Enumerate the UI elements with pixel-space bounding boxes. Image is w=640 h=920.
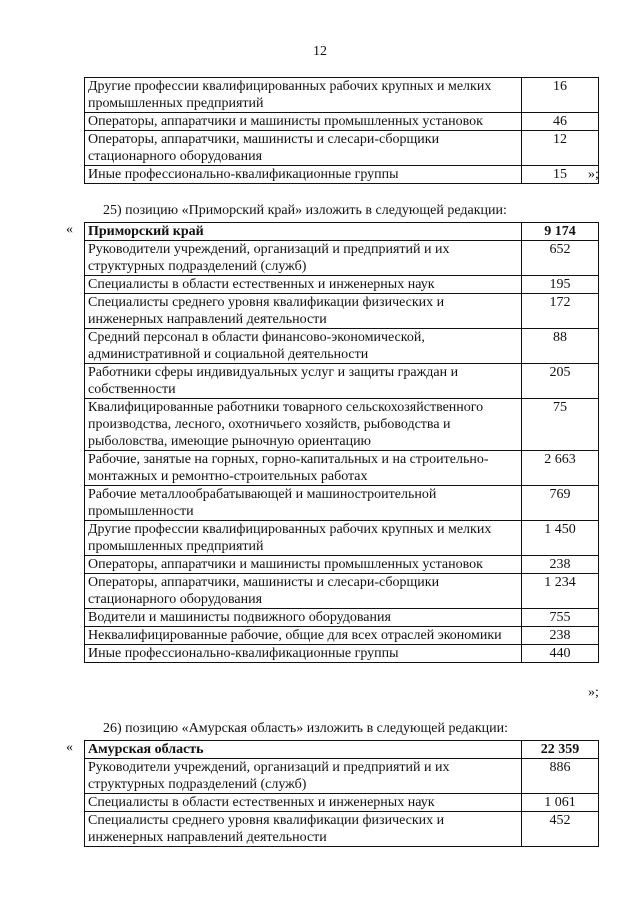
- occupation-group-label: Специалисты в области естественных и инженерных наук: [85, 794, 522, 812]
- region-name: Приморский край: [85, 223, 522, 241]
- occupation-group-label: Другие профессии квалифицированных рабочих крупных и мелких промышленных предприятий: [85, 521, 522, 556]
- occupation-group-value: 452: [522, 812, 599, 847]
- occupation-group-value: 886: [522, 759, 599, 794]
- table-row: [85, 521, 599, 556]
- table-row: [85, 812, 599, 847]
- occupation-group-value: 440: [522, 645, 599, 663]
- occupation-group-value: 16: [522, 78, 599, 113]
- occupation-group-value: 195: [522, 276, 599, 294]
- occupation-group-value: 12: [522, 131, 599, 166]
- table-row: [85, 556, 599, 574]
- table-row: [85, 627, 599, 645]
- table-row: [85, 609, 599, 627]
- occupation-group-value: 769: [522, 486, 599, 521]
- table-row: [85, 78, 599, 113]
- table-row: [85, 574, 599, 609]
- opening-quote: «: [66, 740, 73, 755]
- occupation-group-label: Специалисты в области естественных и инженерных наук: [85, 276, 522, 294]
- occupation-group-value: 75: [522, 399, 599, 451]
- occupation-group-label: Неквалифицированные рабочие, общие для всех отраслей экономики: [85, 627, 522, 645]
- occupation-group-value: 1 234: [522, 574, 599, 609]
- table-row: [85, 131, 599, 166]
- occupation-group-value: 172: [522, 294, 599, 329]
- occupation-group-value: 238: [522, 556, 599, 574]
- occupation-group-value: 2 663: [522, 451, 599, 486]
- occupation-group-label: Иные профессионально-квалификационные группы: [85, 166, 522, 184]
- table-amur: [84, 740, 599, 847]
- occupation-group-label: Операторы, аппаратчики и машинисты промышленных установок: [85, 556, 522, 574]
- table-continuation: [84, 77, 599, 184]
- occupation-group-label: Квалифицированные работники товарного сельскохозяйственного производства, лесного, охотничьего хозяйств, рыбоводства и рыболовства, имеющие рыночную ориентацию: [85, 399, 522, 451]
- region-name: Амурская область: [85, 741, 522, 759]
- table-row: [85, 166, 599, 184]
- opening-quote: «: [66, 222, 73, 237]
- occupation-group-label: Иные профессионально-квалификационные группы: [85, 645, 522, 663]
- occupation-group-value: 46: [522, 113, 599, 131]
- region-total: 9 174: [522, 223, 599, 241]
- table-row: [85, 451, 599, 486]
- occupation-group-value: 238: [522, 627, 599, 645]
- table-row: [85, 399, 599, 451]
- occupation-group-value: 1 061: [522, 794, 599, 812]
- occupation-group-value: 205: [522, 364, 599, 399]
- occupation-group-label: Водители и машинисты подвижного оборудования: [85, 609, 522, 627]
- table-row: [85, 294, 599, 329]
- occupation-group-label: Рабочие металлообрабатывающей и машиностроительной промышленности: [85, 486, 522, 521]
- table-row: [85, 794, 599, 812]
- table-row: [85, 241, 599, 276]
- table-header-row: [85, 223, 599, 241]
- occupation-group-label: Средний персонал в области финансово-экономической, административной и социальной деятельности: [85, 329, 522, 364]
- occupation-group-value: 755: [522, 609, 599, 627]
- table-row: [85, 759, 599, 794]
- occupation-group-label: Специалисты среднего уровня квалификации физических и инженерных направлений деятельности: [85, 294, 522, 329]
- page-number: 12: [313, 44, 327, 59]
- occupation-group-label: Руководители учреждений, организаций и предприятий и их структурных подразделений (служб): [85, 241, 522, 276]
- occupation-group-label: Специалисты среднего уровня квалификации физических и инженерных направлений деятельности: [85, 812, 522, 847]
- table-row: [85, 364, 599, 399]
- table-row: [85, 113, 599, 131]
- occupation-group-label: Работники сферы индивидуальных услуг и защиты граждан и собственности: [85, 364, 522, 399]
- occupation-group-label: Операторы, аппаратчики и машинисты промышленных установок: [85, 113, 522, 131]
- section-26-intro: 26) позицию «Амурская область» изложить в следующей редакции:: [103, 721, 509, 736]
- occupation-group-label: Другие профессии квалифицированных рабочих крупных и мелких промышленных предприятий: [85, 78, 522, 113]
- occupation-group-value: 15: [522, 166, 599, 184]
- occupation-group-label: Рабочие, занятые на горных, горно-капитальных и на строительно-монтажных и ремонтно-строительных работах: [85, 451, 522, 486]
- closing-quote: »;: [588, 167, 599, 182]
- occupation-group-value: 1 450: [522, 521, 599, 556]
- table-row: [85, 276, 599, 294]
- table-row: [85, 645, 599, 663]
- closing-quote: »;: [588, 685, 599, 700]
- occupation-group-label: Операторы, аппаратчики, машинисты и слесари-сборщики стационарного оборудования: [85, 131, 522, 166]
- table-row: [85, 486, 599, 521]
- occupation-group-value: 88: [522, 329, 599, 364]
- occupation-group-label: Операторы, аппаратчики, машинисты и слесари-сборщики стационарного оборудования: [85, 574, 522, 609]
- region-total: 22 359: [522, 741, 599, 759]
- table-row: [85, 329, 599, 364]
- occupation-group-value: 652: [522, 241, 599, 276]
- occupation-group-label: Руководители учреждений, организаций и предприятий и их структурных подразделений (служб): [85, 759, 522, 794]
- table-primorsky: [84, 222, 599, 663]
- table-header-row: [85, 741, 599, 759]
- section-25-intro: 25) позицию «Приморский край» изложить в следующей редакции:: [103, 203, 507, 218]
